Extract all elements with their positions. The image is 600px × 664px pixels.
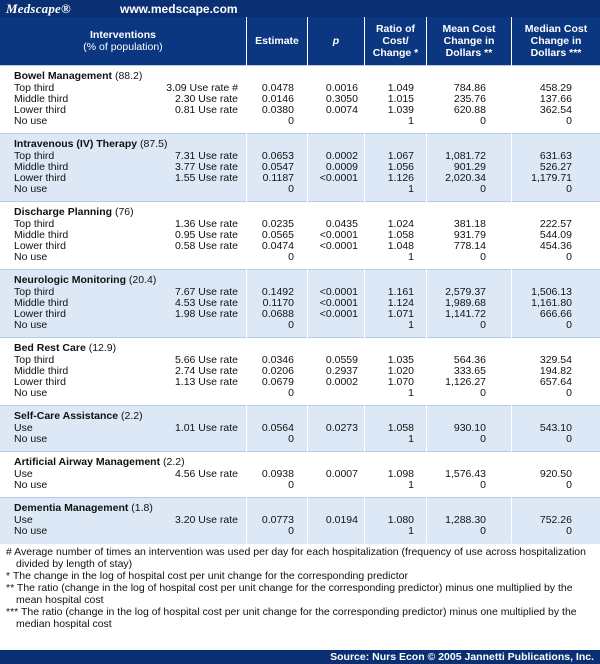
table-row — [0, 173, 600, 184]
median-cost-value: 526.27 — [539, 161, 572, 173]
row-label: No use — [14, 115, 48, 127]
median-cost-value: 362.54 — [539, 104, 572, 116]
estimate-value: 0 — [288, 251, 294, 263]
table-row — [0, 388, 600, 399]
row-label: Middle third — [14, 161, 69, 173]
section-title: Discharge Planning — [14, 206, 113, 218]
table-row — [0, 480, 600, 491]
mean-cost-value: 0 — [480, 319, 486, 331]
row-label: No use — [14, 251, 48, 263]
p-value: <0.0001 — [319, 240, 358, 252]
use-rate: 3.20 Use rate — [174, 514, 238, 526]
estimate-value: 0.1187 — [262, 172, 294, 184]
header-median-line3: Dollars *** — [530, 47, 582, 59]
mean-cost-value: 0 — [480, 115, 486, 127]
median-cost-value: 0 — [566, 525, 572, 537]
row-label: Lower third — [14, 104, 66, 116]
ratio-value: 1.124 — [387, 297, 414, 309]
header-median-line2: Change in — [530, 35, 582, 47]
mean-cost-value: 1,288.30 — [445, 514, 486, 526]
header-p: p — [332, 35, 340, 47]
estimate-value: 0 — [288, 479, 294, 491]
table-row — [0, 252, 600, 263]
table-row — [0, 434, 600, 445]
mean-cost-value: 0 — [480, 525, 486, 537]
section — [0, 65, 600, 134]
use-rate: 2.30 Use rate — [174, 93, 238, 105]
ratio-value: 1.080 — [387, 514, 414, 526]
median-cost-value: 752.26 — [539, 514, 572, 526]
section-title: Intravenous (IV) Therapy — [14, 138, 138, 150]
column-divider — [364, 17, 365, 543]
median-cost-value: 194.82 — [539, 365, 572, 377]
p-value: <0.0001 — [319, 308, 358, 320]
section-heading — [14, 207, 134, 218]
median-cost-value: 666.66 — [539, 308, 572, 320]
p-value: 0.0559 — [325, 354, 358, 366]
section-percent: (20.4) — [128, 274, 157, 286]
estimate-value: 0.0346 — [261, 354, 294, 366]
use-rate: 3.09 Use rate # — [166, 82, 238, 94]
median-cost-value: 631.63 — [539, 150, 572, 162]
estimate-value: 0 — [288, 525, 294, 537]
estimate-value: 0.1492 — [261, 286, 294, 298]
ratio-value: 1 — [408, 433, 414, 445]
p-value: 0.0273 — [325, 422, 358, 434]
estimate-value: 0.0380 — [261, 104, 294, 116]
section-title: Dementia Management — [14, 502, 129, 514]
column-divider — [307, 17, 308, 543]
mean-cost-value: 564.36 — [453, 354, 486, 366]
estimate-value: 0.1170 — [262, 297, 294, 309]
use-rate: 7.31 Use rate — [174, 150, 238, 162]
ratio-value: 1 — [408, 183, 414, 195]
mean-cost-value: 931.79 — [453, 229, 486, 241]
ratio-value: 1.020 — [387, 365, 414, 377]
header-ratio-line2: Cost/ — [382, 35, 409, 47]
table-row — [0, 241, 600, 252]
row-label: Lower third — [14, 240, 66, 252]
section-title-row — [0, 457, 600, 468]
header-mean-line3: Dollars ** — [445, 47, 493, 59]
table-row — [0, 355, 600, 366]
header-ratio-line1: Ratio of — [375, 23, 416, 35]
median-cost-value: 0 — [566, 251, 572, 263]
section-percent: (2.2) — [121, 410, 143, 422]
p-value: <0.0001 — [319, 286, 358, 298]
section-percent: (2.2) — [163, 456, 185, 468]
use-rate: 0.58 Use rate — [174, 240, 238, 252]
table-row — [0, 105, 600, 116]
table-row — [0, 287, 600, 298]
median-cost-value: 0 — [566, 479, 572, 491]
ratio-value: 1.098 — [387, 468, 414, 480]
header-interventions-title: Interventions — [90, 29, 156, 41]
mean-cost-value: 930.10 — [453, 422, 486, 434]
mean-cost-value: 2,020.34 — [445, 172, 486, 184]
use-rate: 4.56 Use rate — [174, 468, 238, 480]
ratio-value: 1.126 — [387, 172, 414, 184]
table-row — [0, 423, 600, 434]
use-rate: 0.81 Use rate — [174, 104, 238, 116]
estimate-value: 0 — [288, 387, 294, 399]
section-heading — [14, 139, 167, 150]
section — [0, 497, 600, 544]
row-label: Use — [14, 422, 33, 434]
ratio-value: 1.067 — [387, 150, 414, 162]
median-cost-value: 657.64 — [539, 376, 572, 388]
table-row — [0, 83, 600, 94]
footnote: * The change in the log of hospital cost per unit change for the corresponding predictor — [6, 570, 408, 582]
row-label: Lower third — [14, 172, 66, 184]
ratio-value: 1.035 — [387, 354, 414, 366]
estimate-value: 0.0235 — [261, 218, 294, 230]
p-value: 0.0009 — [325, 161, 358, 173]
median-cost-value: 544.09 — [539, 229, 572, 241]
estimate-value: 0.0653 — [261, 150, 294, 162]
ratio-value: 1 — [408, 387, 414, 399]
header-mean-line1: Mean Cost — [442, 23, 496, 35]
mean-cost-value: 2,579.37 — [445, 286, 486, 298]
mean-cost-value: 784.86 — [453, 82, 486, 94]
table-row — [0, 219, 600, 230]
row-label: Lower third — [14, 376, 66, 388]
median-cost-value: 1,506.13 — [531, 286, 572, 298]
section-title: Neurologic Monitoring — [14, 274, 126, 286]
ratio-value: 1.024 — [387, 218, 414, 230]
ratio-value: 1 — [408, 251, 414, 263]
section — [0, 201, 600, 270]
row-label: No use — [14, 183, 48, 195]
median-cost-value: 0 — [566, 183, 572, 195]
top-bar — [0, 0, 600, 17]
section-title: Artificial Airway Management — [14, 456, 161, 468]
section-title-row — [0, 411, 600, 422]
median-cost-value: 0 — [566, 387, 572, 399]
header-estimate: Estimate — [255, 35, 299, 47]
row-label: Top third — [14, 286, 55, 298]
row-label: Top third — [14, 218, 55, 230]
mean-cost-value: 1,989.68 — [445, 297, 486, 309]
median-cost-value: 0 — [566, 433, 572, 445]
mean-cost-value: 0 — [480, 251, 486, 263]
row-label: No use — [14, 479, 48, 491]
use-rate: 1.13 Use rate — [174, 376, 238, 388]
row-label: Middle third — [14, 297, 69, 309]
ratio-value: 1 — [408, 479, 414, 491]
ratio-value: 1.056 — [387, 161, 414, 173]
table-row — [0, 184, 600, 195]
p-value: 0.0435 — [325, 218, 358, 230]
medscape-logo[interactable]: Medscape® — [6, 1, 71, 16]
section-heading — [14, 343, 116, 354]
section-heading — [14, 411, 143, 422]
mean-cost-value: 381.18 — [453, 218, 486, 230]
p-value: <0.0001 — [319, 172, 358, 184]
mean-cost-value: 0 — [480, 433, 486, 445]
section-title: Self-Care Assistance — [14, 410, 119, 422]
use-rate: 1.98 Use rate — [174, 308, 238, 320]
mean-cost-value: 0 — [480, 479, 486, 491]
section-title-row — [0, 503, 600, 514]
table-header — [0, 17, 600, 65]
section — [0, 337, 600, 406]
section-title-row — [0, 207, 600, 218]
mean-cost-value: 0 — [480, 387, 486, 399]
section-percent: (87.5) — [140, 138, 168, 150]
footnote: ** The ratio (change in the log of hospital cost per unit change for the corresponding predictor) minus one multiplied by the mean hospital cost — [6, 582, 573, 606]
footer-bar — [0, 650, 600, 664]
header-mean-line2: Change in — [443, 35, 495, 47]
p-value: 0.2937 — [325, 365, 358, 377]
ratio-value: 1.071 — [387, 308, 414, 320]
footnote: *** The ratio (change in the log of hospital cost per unit change for the corresponding predictor) minus one multiplied by the median hospital cost — [6, 606, 577, 630]
header-interventions-sub: (% of population) — [83, 41, 163, 53]
estimate-value: 0.0206 — [261, 365, 294, 377]
use-rate: 1.55 Use rate — [174, 172, 238, 184]
footnotes — [6, 546, 594, 630]
median-cost-value: 222.57 — [539, 218, 572, 230]
ratio-value: 1.015 — [387, 93, 414, 105]
estimate-value: 0.0474 — [261, 240, 294, 252]
section-percent: (88.2) — [114, 70, 143, 82]
section-title: Bowel Management — [14, 70, 113, 82]
table-row — [0, 298, 600, 309]
source-citation: Source: Nurs Econ © 2005 Jannetti Publications, Inc. — [330, 651, 594, 663]
estimate-value: 0 — [288, 433, 294, 445]
row-label: No use — [14, 525, 48, 537]
p-value: <0.0001 — [319, 297, 358, 309]
table-row — [0, 230, 600, 241]
table-row — [0, 377, 600, 388]
table-row — [0, 162, 600, 173]
ratio-value: 1.058 — [387, 229, 414, 241]
row-label: No use — [14, 433, 48, 445]
p-value: 0.0007 — [325, 468, 358, 480]
p-value: 0.0074 — [325, 104, 358, 116]
estimate-value: 0 — [288, 319, 294, 331]
row-label: Top third — [14, 82, 55, 94]
median-cost-value: 1,161.80 — [531, 297, 572, 309]
row-label: Lower third — [14, 308, 66, 320]
p-value: 0.3050 — [325, 93, 358, 105]
table-row — [0, 366, 600, 377]
section-heading — [14, 71, 142, 82]
table-row — [0, 526, 600, 537]
ratio-value: 1 — [408, 115, 414, 127]
estimate-value: 0.0688 — [261, 308, 294, 320]
row-label: Middle third — [14, 229, 69, 241]
row-label: Top third — [14, 150, 55, 162]
column-divider — [246, 17, 247, 543]
estimate-value: 0.0565 — [261, 229, 294, 241]
section-title-row — [0, 275, 600, 286]
section — [0, 405, 600, 452]
section-heading — [14, 457, 185, 468]
section-title-row — [0, 139, 600, 150]
estimate-value: 0.0146 — [261, 93, 294, 105]
ratio-value: 1.161 — [387, 286, 414, 298]
row-label: No use — [14, 319, 48, 331]
table-row — [0, 515, 600, 526]
median-cost-value: 543.10 — [539, 422, 572, 434]
median-cost-value: 0 — [566, 115, 572, 127]
table-row — [0, 309, 600, 320]
estimate-value: 0.0773 — [261, 514, 294, 526]
table-row — [0, 320, 600, 331]
header-median-line1: Median Cost — [524, 23, 588, 35]
table-row — [0, 94, 600, 105]
section-title-row — [0, 343, 600, 354]
column-divider — [511, 17, 512, 543]
header-ratio-line3: Change * — [372, 47, 419, 59]
median-cost-value: 137.66 — [539, 93, 572, 105]
estimate-value: 0.0547 — [261, 161, 294, 173]
use-rate: 2.74 Use rate — [174, 365, 238, 377]
use-rate: 1.01 Use rate — [174, 422, 238, 434]
footnote: # Average number of times an intervention was used per day for each hospitalization (frequency of use across hospitalization divided by length of stay) — [6, 546, 586, 570]
estimate-value: 0.0679 — [261, 376, 294, 388]
use-rate: 1.36 Use rate — [174, 218, 238, 230]
row-label: Middle third — [14, 365, 69, 377]
mean-cost-value: 620.88 — [453, 104, 486, 116]
estimate-value: 0.0478 — [261, 82, 294, 94]
section — [0, 451, 600, 498]
row-label: Top third — [14, 354, 55, 366]
site-url[interactable]: www.medscape.com — [120, 2, 238, 16]
median-cost-value: 329.54 — [539, 354, 572, 366]
table-row — [0, 116, 600, 127]
section — [0, 269, 600, 338]
mean-cost-value: 1,576.43 — [445, 468, 486, 480]
mean-cost-value: 1,081.72 — [445, 150, 486, 162]
row-label: Use — [14, 514, 33, 526]
estimate-value: 0.0564 — [261, 422, 294, 434]
use-rate: 3.77 Use rate — [174, 161, 238, 173]
mean-cost-value: 901.29 — [453, 161, 486, 173]
median-cost-value: 1,179.71 — [531, 172, 572, 184]
section-heading — [14, 503, 153, 514]
mean-cost-value: 0 — [480, 183, 486, 195]
header-ratio — [365, 17, 426, 65]
header-interventions — [0, 17, 246, 65]
p-value: 0.0002 — [325, 376, 358, 388]
column-divider — [426, 17, 427, 543]
ratio-value: 1.070 — [387, 376, 414, 388]
header-median — [512, 17, 600, 65]
table-row — [0, 151, 600, 162]
median-cost-value: 0 — [566, 319, 572, 331]
section-percent: (12.9) — [88, 342, 117, 354]
ratio-value: 1.039 — [387, 104, 414, 116]
p-value: 0.0002 — [325, 150, 358, 162]
section-percent: (76) — [114, 206, 134, 218]
estimate-value: 0 — [288, 115, 294, 127]
median-cost-value: 458.29 — [539, 82, 572, 94]
use-rate: 0.95 Use rate — [174, 229, 238, 241]
table-row — [0, 469, 600, 480]
ratio-value: 1.049 — [387, 82, 414, 94]
row-label: Use — [14, 468, 33, 480]
ratio-value: 1 — [408, 525, 414, 537]
section-title: Bed Rest Care — [14, 342, 86, 354]
ratio-value: 1.048 — [387, 240, 414, 252]
mean-cost-value: 235.76 — [453, 93, 486, 105]
row-label: No use — [14, 387, 48, 399]
section-percent: (1.8) — [131, 502, 153, 514]
section-heading — [14, 275, 156, 286]
header-mean — [427, 17, 511, 65]
section-title-row — [0, 71, 600, 82]
use-rate: 7.67 Use rate — [174, 286, 238, 298]
mean-cost-value: 1,126.27 — [445, 376, 486, 388]
use-rate: 5.66 Use rate — [174, 354, 238, 366]
use-rate: 4.53 Use rate — [174, 297, 238, 309]
mean-cost-value: 778.14 — [453, 240, 486, 252]
p-value: 0.0016 — [325, 82, 358, 94]
section — [0, 133, 600, 202]
p-value: <0.0001 — [319, 229, 358, 241]
estimate-value: 0.0938 — [261, 468, 294, 480]
mean-cost-value: 333.65 — [453, 365, 486, 377]
median-cost-value: 454.36 — [539, 240, 572, 252]
row-label: Middle third — [14, 93, 69, 105]
median-cost-value: 920.50 — [539, 468, 572, 480]
ratio-value: 1 — [408, 319, 414, 331]
p-value: 0.0194 — [325, 514, 358, 526]
mean-cost-value: 1,141.72 — [445, 308, 486, 320]
ratio-value: 1.058 — [387, 422, 414, 434]
estimate-value: 0 — [288, 183, 294, 195]
